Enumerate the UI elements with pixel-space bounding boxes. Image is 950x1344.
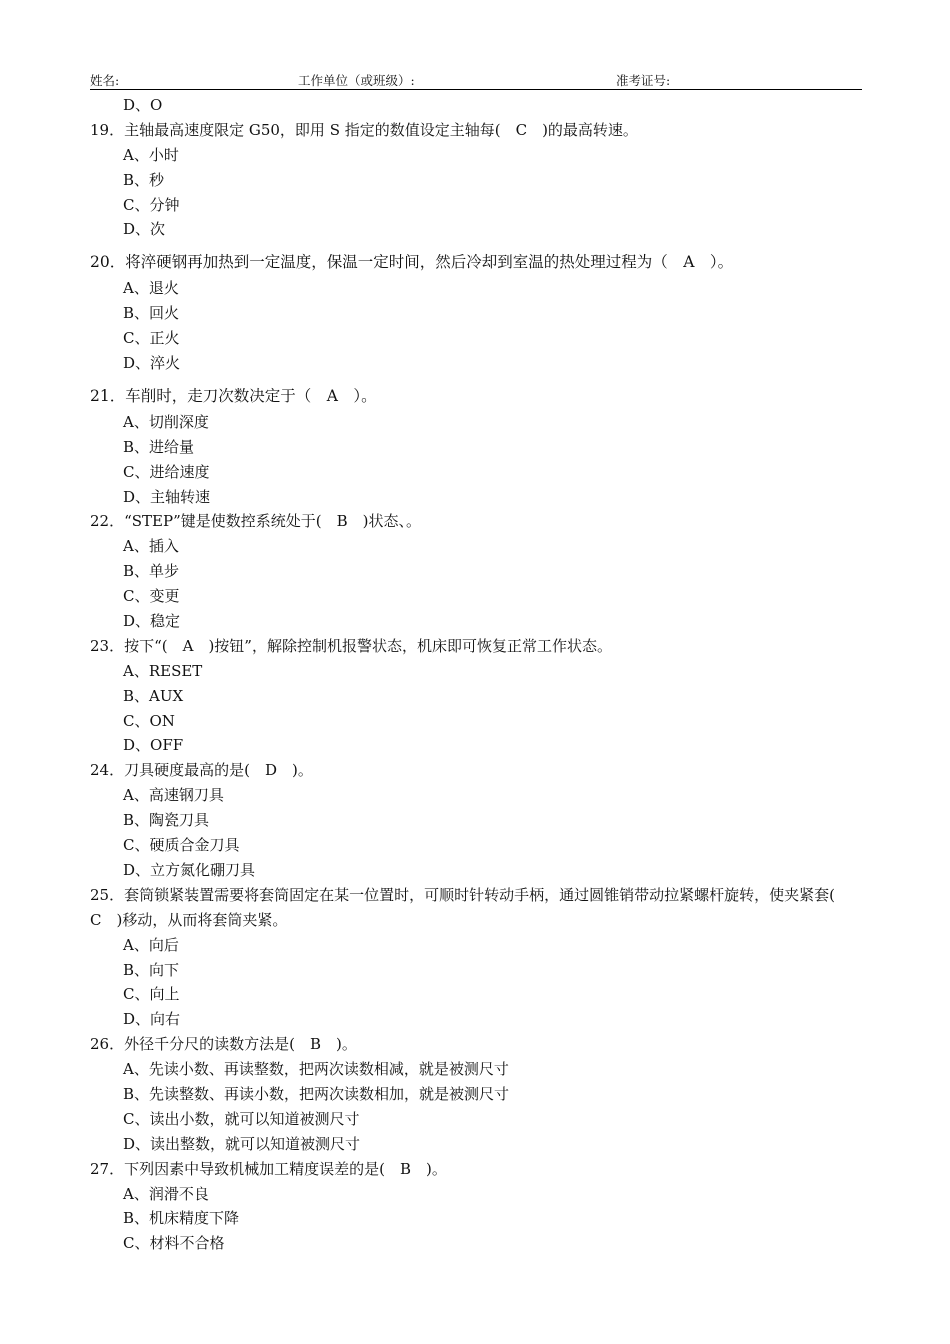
option: C、变更 bbox=[123, 587, 180, 606]
option: C、读出小数，就可以知道被测尺寸 bbox=[123, 1109, 360, 1128]
question-20 bbox=[90, 242, 865, 376]
option: D、淬火 bbox=[123, 354, 181, 373]
exam-number-label: 准考证号: bbox=[616, 73, 671, 88]
question-19 bbox=[90, 118, 865, 242]
option: A、插入 bbox=[123, 537, 179, 556]
question-text: 19．主轴最高速度限定 G50，即用 S 指定的数值设定主轴每( C )的最高转速。 bbox=[90, 120, 638, 139]
option: A、向后 bbox=[123, 935, 179, 954]
question-23 bbox=[90, 634, 865, 758]
option: A、小时 bbox=[123, 145, 179, 164]
option: A、RESET bbox=[123, 661, 203, 680]
option: B、机床精度下降 bbox=[123, 1209, 240, 1228]
question-text: 26．外径千分尺的读数方法是( B )。 bbox=[90, 1035, 357, 1054]
option: A、润滑不良 bbox=[123, 1184, 209, 1203]
question-21 bbox=[90, 376, 865, 510]
question-27 bbox=[90, 1157, 865, 1257]
option: B、先读整数、再读小数，把两次读数相加，就是被测尺寸 bbox=[123, 1084, 510, 1103]
option: D、立方氮化硼刀具 bbox=[123, 860, 256, 879]
option: A、退火 bbox=[123, 279, 179, 298]
question-text: 20．将淬硬钢再加热到一定温度，保温一定时间，然后冷却到室温的热处理过程为（ A ）。 bbox=[90, 253, 734, 272]
question-22 bbox=[90, 509, 865, 633]
question-text: 27．下列因素中导致机械加工精度误差的是( B )。 bbox=[90, 1159, 447, 1178]
question-24 bbox=[90, 758, 865, 882]
option: B、进给量 bbox=[123, 437, 195, 456]
option: A、高速钢刀具 bbox=[123, 786, 224, 805]
option: B、AUX bbox=[123, 686, 184, 705]
option: C、正火 bbox=[123, 329, 180, 348]
option: B、回火 bbox=[123, 304, 180, 323]
option: D、次 bbox=[123, 220, 166, 239]
question-26 bbox=[90, 1032, 865, 1156]
question-25 bbox=[90, 883, 865, 1032]
option: C、材料不合格 bbox=[123, 1234, 225, 1253]
option: D、主轴转速 bbox=[123, 487, 211, 506]
option: D、向右 bbox=[123, 1010, 181, 1029]
question-list bbox=[90, 93, 865, 1256]
unit-label: 工作单位（或班级）: bbox=[298, 73, 415, 88]
question-text: 21．车削时，走刀次数决定于（ A ）。 bbox=[90, 386, 377, 405]
option: B、秒 bbox=[123, 170, 165, 189]
option: D、稳定 bbox=[123, 612, 181, 631]
option: B、向下 bbox=[123, 960, 180, 979]
option: B、单步 bbox=[123, 562, 180, 581]
option: D、O bbox=[123, 96, 163, 114]
question-text: 22．“STEP”键是使数控系统处于( B )状态、。 bbox=[90, 512, 421, 531]
option: A、先读小数、再读整数，把两次读数相减，就是被测尺寸 bbox=[123, 1060, 509, 1079]
option: C、硬质合金刀具 bbox=[123, 836, 240, 855]
option: C、进给速度 bbox=[123, 462, 210, 481]
question-text: 24．刀具硬度最高的是( D )。 bbox=[90, 761, 313, 780]
option: D、读出整数，就可以知道被测尺寸 bbox=[123, 1134, 361, 1153]
option: C、向上 bbox=[123, 985, 180, 1004]
question-text: 25．套筒锁紧装置需要将套筒固定在某一位置时，可顺时针转动手柄，通过圆锥销带动拉紧螺杆旋转，使夹紧套( C )移动，从而将套筒夹紧。 bbox=[90, 885, 850, 929]
page-header bbox=[90, 71, 862, 90]
option: D、OFF bbox=[123, 736, 184, 755]
option: C、ON bbox=[123, 711, 175, 730]
option: B、陶瓷刀具 bbox=[123, 811, 210, 830]
name-label: 姓名: bbox=[90, 73, 120, 88]
option: A、切削深度 bbox=[123, 412, 209, 431]
option: C、分钟 bbox=[123, 195, 180, 214]
question-text: 23．按下“( A )按钮”，解除控制机报警状态，机床即可恢复正常工作状态。 bbox=[90, 636, 612, 655]
